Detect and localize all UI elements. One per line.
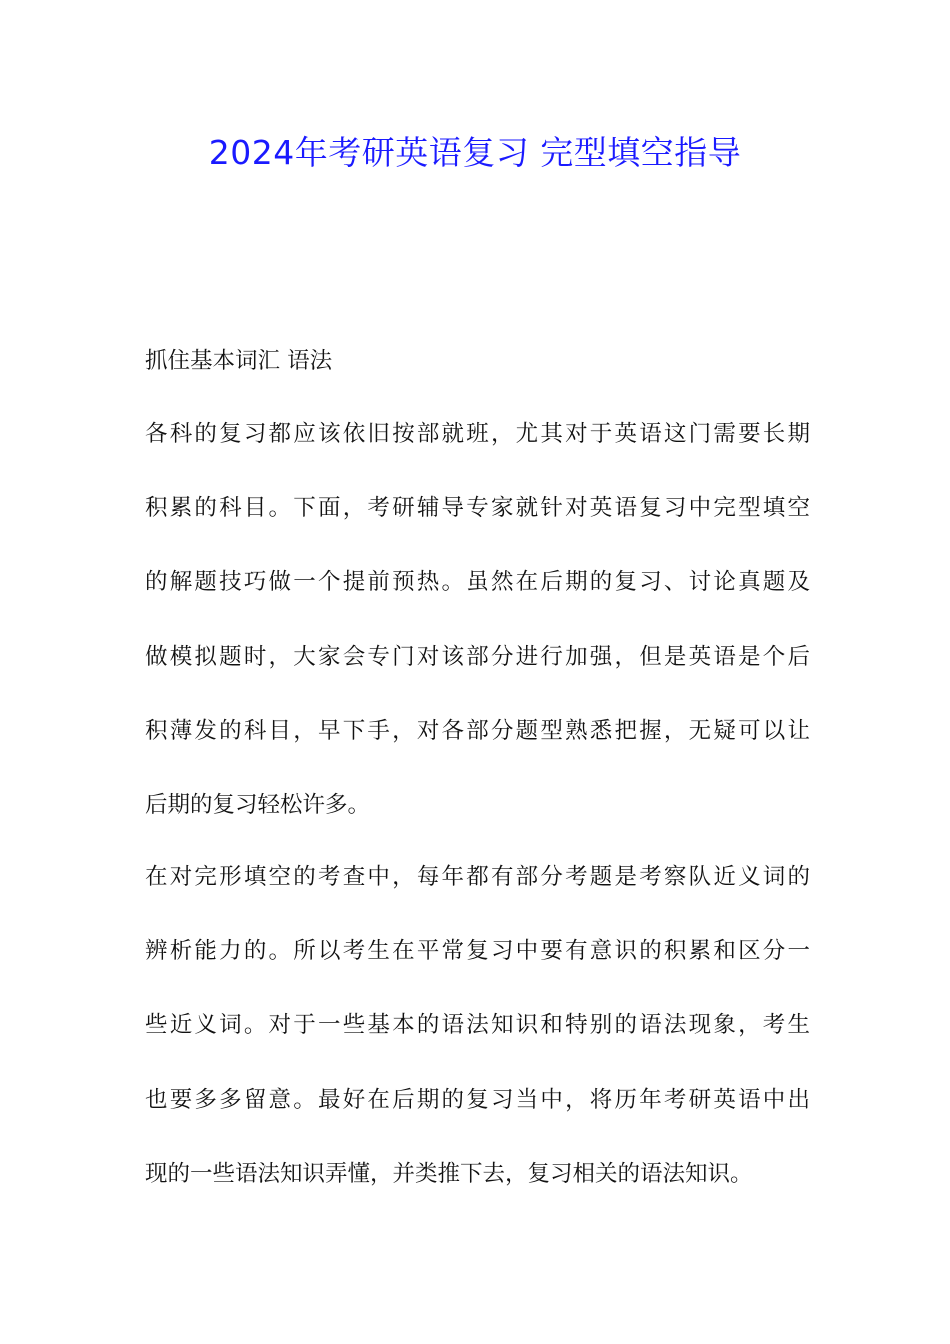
paragraph-line: 的解题技巧做一个提前预热。虽然在后期的复习、讨论真题及 bbox=[145, 569, 810, 596]
paragraph-1 bbox=[145, 414, 810, 859]
paragraph-2 bbox=[145, 857, 810, 1228]
document-title: 2024年考研英语复习 完型填空指导 bbox=[208, 133, 742, 172]
paragraph-line: 做模拟题时，大家会专门对该部分进行加强，但是英语是个后 bbox=[145, 643, 810, 670]
paragraph-line: 也要多多留意。最好在后期的复习当中，将历年考研英语中出 bbox=[145, 1086, 810, 1113]
paragraph-line: 在对完形填空的考查中，每年都有部分考题是考察队近义词的 bbox=[145, 864, 810, 890]
paragraph-line: 积累的科目。下面，考研辅导专家就针对英语复习中完型填空 bbox=[145, 495, 810, 522]
paragraph-line: 现的一些语法知识弄懂，并类推下去，复习相关的语法知识。 bbox=[145, 1160, 753, 1187]
paragraph-line: 些近义词。对于一些基本的语法知识和特别的语法现象，考生 bbox=[145, 1012, 810, 1039]
paragraph-line: 后期的复习轻松许多。 bbox=[145, 791, 371, 818]
section-heading: 抓住基本词汇 语法 bbox=[145, 348, 333, 374]
paragraph-line: 各科的复习都应该依旧按部就班，尤其对于英语这门需要长期 bbox=[145, 421, 810, 447]
paragraph-line: 积薄发的科目，早下手，对各部分题型熟悉把握，无疑可以让 bbox=[145, 717, 810, 744]
paragraph-line: 辨析能力的。所以考生在平常复习中要有意识的积累和区分一 bbox=[145, 938, 810, 965]
